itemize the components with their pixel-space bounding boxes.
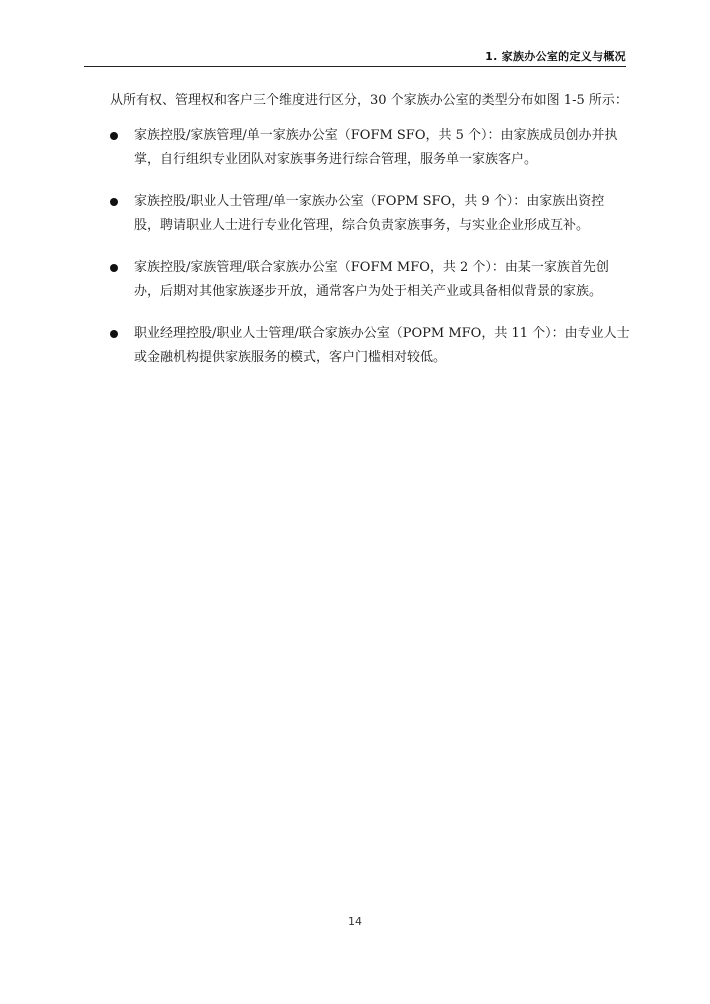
intro-paragraph: 从所有权、管理权和客户三个维度进行区分，30 个家族办公室的类型分布如图 1-5 所示： (110, 93, 628, 108)
bullet-dot-icon (110, 198, 118, 206)
list-item (110, 256, 630, 304)
bullet-text: 职业经理控股/职业人士管理/联合家族办公室（POPM MFO，共 11 个）：由专业人士或金融机构提供家族服务的模式，客户门槛相对较低。 (134, 326, 630, 365)
header-rule (84, 66, 626, 67)
bullet-dot-icon (110, 132, 118, 140)
bullet-text: 家族控股/家族管理/单一家族办公室（FOFM SFO，共 5 个）：由家族成员创办并执掌，自行组织专业团队对家族事务进行综合管理，服务单一家族客户。 (134, 128, 618, 167)
list-item (110, 124, 630, 172)
bullet-list (110, 124, 630, 388)
page-number: 14 (348, 915, 362, 928)
list-item (110, 322, 630, 370)
bullet-text: 家族控股/家族管理/联合家族办公室（FOFM MFO，共 2 个）：由某一家族首先创办，后期对其他家族逐步开放，通常客户为处于相关产业或具备相似背景的家族。 (134, 260, 609, 299)
list-item (110, 190, 630, 238)
bullet-dot-icon (110, 264, 118, 272)
running-header: 1. 家族办公室的定义与概况 (485, 50, 626, 63)
bullet-dot-icon (110, 330, 118, 338)
bullet-text: 家族控股/职业人士管理/单一家族办公室（FOPM SFO，共 9 个）：由家族出资控股，聘请职业人士进行专业化管理，综合负责家族事务，与实业企业形成互补。 (134, 194, 605, 233)
